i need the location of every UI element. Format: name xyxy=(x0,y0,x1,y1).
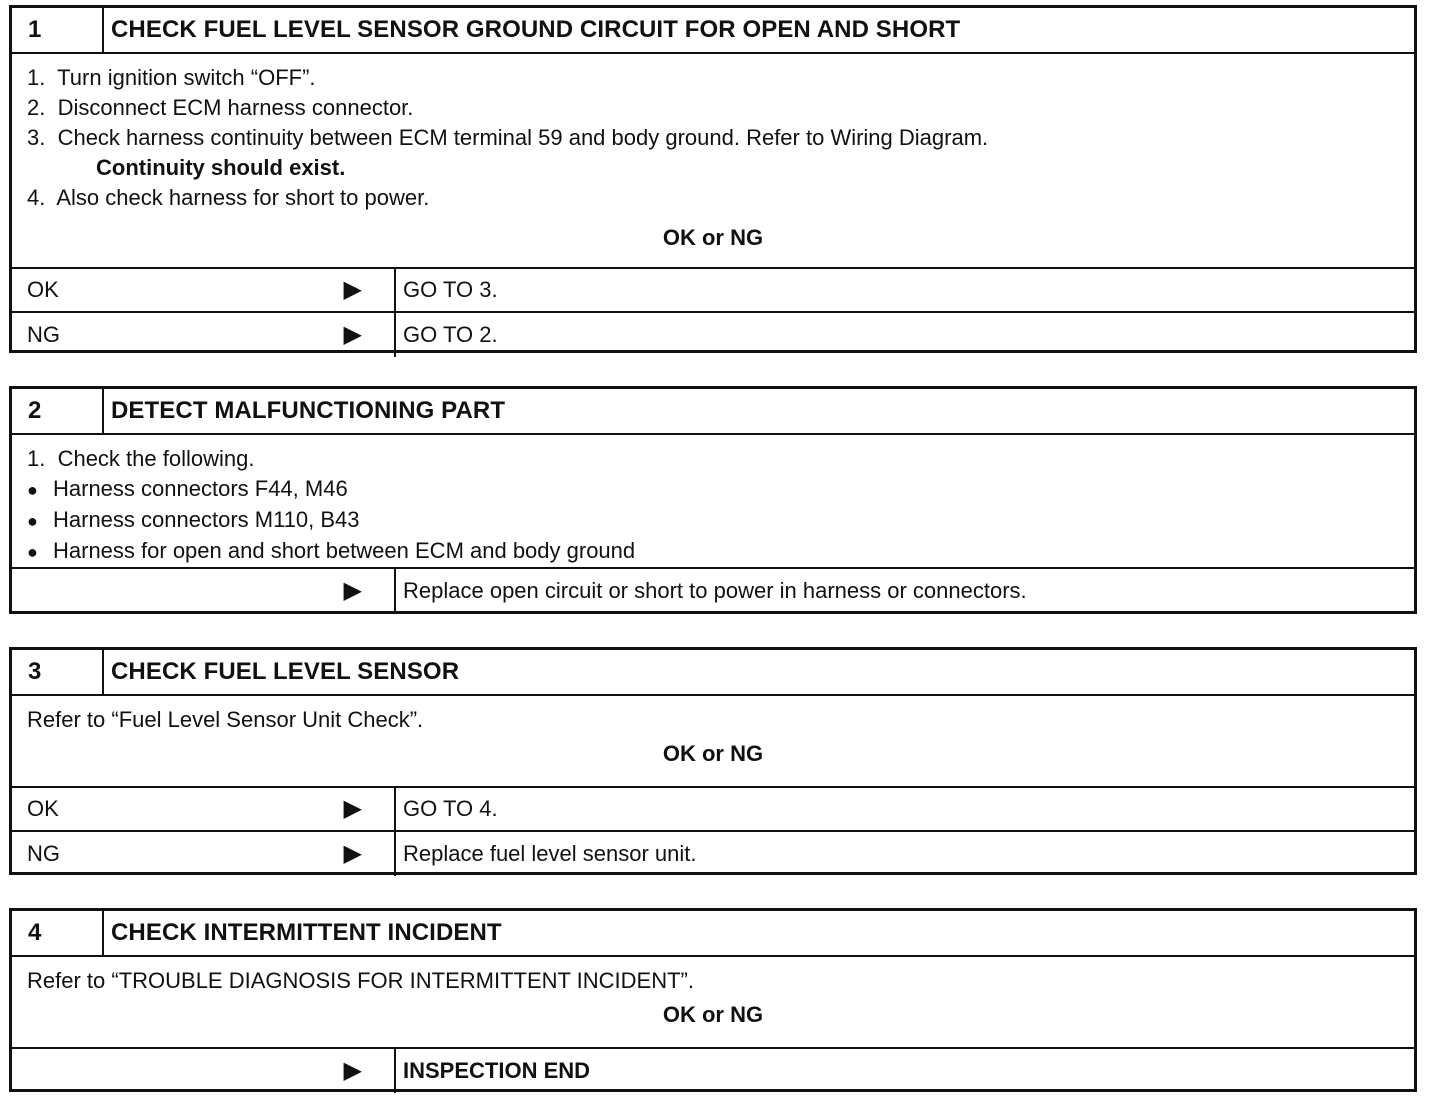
result-row xyxy=(12,1049,1414,1093)
step-4-box xyxy=(9,908,1417,1092)
step-header xyxy=(12,911,1414,957)
step-title: DETECT MALFUNCTIONING PART xyxy=(111,397,506,424)
result-action: INSPECTION END xyxy=(403,1058,591,1083)
result-row-ok xyxy=(12,269,1414,313)
bullet-item: ● Harness for open and short between ECM and body ground xyxy=(12,536,1414,567)
instruction-line: 2. Disconnect ECM harness connector. xyxy=(27,95,414,120)
arrow-right-icon: ▶ xyxy=(343,840,362,867)
step-title: CHECK FUEL LEVEL SENSOR xyxy=(111,658,460,685)
step-instructions xyxy=(12,957,1414,1049)
result-row-ok xyxy=(12,788,1414,832)
step-number: 3 xyxy=(12,650,104,694)
step-number: 2 xyxy=(12,389,104,433)
step-instructions xyxy=(12,54,1414,269)
instruction-line: 1. Turn ignition switch “OFF”. xyxy=(27,65,316,90)
bullet-item: ● Harness connectors M110, B43 xyxy=(12,505,1414,536)
instruction-line: Refer to “Fuel Level Sensor Unit Check”. xyxy=(27,707,424,732)
result-row-ng xyxy=(12,313,1414,357)
result-label: OK xyxy=(27,277,59,302)
step-header xyxy=(12,650,1414,696)
result-row xyxy=(12,569,1414,613)
arrow-right-icon: ▶ xyxy=(343,577,362,604)
step-title: CHECK INTERMITTENT INCIDENT xyxy=(111,919,502,946)
result-action: GO TO 2. xyxy=(403,322,498,347)
step-1-box xyxy=(9,5,1417,353)
step-3-box xyxy=(9,647,1417,875)
arrow-right-icon: ▶ xyxy=(343,276,362,303)
instruction-line: 3. Check harness continuity between ECM terminal 59 and body ground. Refer to Wiring Diagram. xyxy=(27,125,989,150)
step-title: CHECK FUEL LEVEL SENSOR GROUND CIRCUIT FOR OPEN AND SHORT xyxy=(111,16,961,43)
step-number: 1 xyxy=(12,8,104,52)
arrow-right-icon: ▶ xyxy=(343,1057,362,1084)
instruction-line: 4. Also check harness for short to power. xyxy=(27,185,430,210)
result-row-ng xyxy=(12,832,1414,876)
ok-or-ng-label: OK or NG xyxy=(662,225,764,250)
result-action: GO TO 4. xyxy=(403,796,498,821)
result-action: GO TO 3. xyxy=(403,277,498,302)
bullet-icon: ● xyxy=(27,511,38,531)
ok-or-ng-label: OK or NG xyxy=(662,1002,764,1027)
step-instructions xyxy=(12,435,1414,569)
arrow-right-icon: ▶ xyxy=(343,321,362,348)
result-action: Replace open circuit or short to power in harness or connectors. xyxy=(403,578,1027,603)
bullet-icon: ● xyxy=(27,480,38,500)
step-number: 4 xyxy=(12,911,104,955)
arrow-right-icon: ▶ xyxy=(343,795,362,822)
result-label: NG xyxy=(27,322,60,347)
step-instructions xyxy=(12,696,1414,788)
bullet-icon: ● xyxy=(27,542,38,562)
instruction-line: Refer to “TROUBLE DIAGNOSIS FOR INTERMITTENT INCIDENT”. xyxy=(27,968,694,993)
bullet-item: ● Harness connectors F44, M46 xyxy=(12,474,1414,505)
ok-or-ng-label: OK or NG xyxy=(662,741,764,766)
result-action: Replace fuel level sensor unit. xyxy=(403,841,697,866)
step-header xyxy=(12,389,1414,435)
expected-result: Continuity should exist. xyxy=(96,155,346,180)
result-label: NG xyxy=(27,841,60,866)
step-header xyxy=(12,8,1414,54)
step-2-box xyxy=(9,386,1417,614)
instruction-line: 1. Check the following. xyxy=(27,446,255,471)
result-label: OK xyxy=(27,796,59,821)
